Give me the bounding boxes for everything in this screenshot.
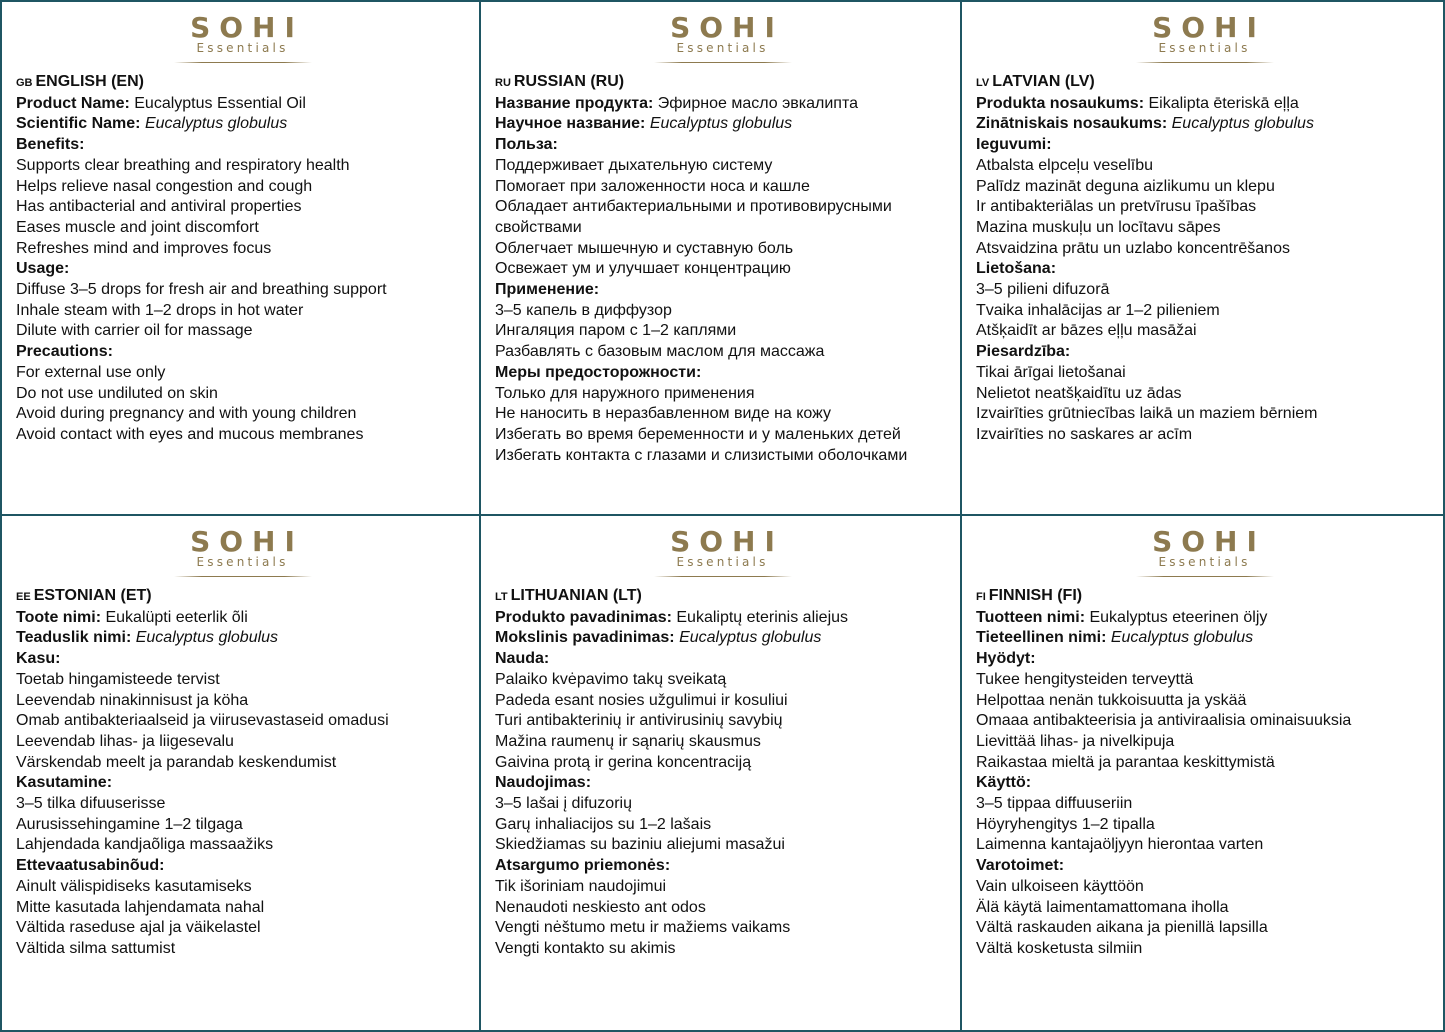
product-name-row [495,608,950,629]
product-name-row [16,94,469,115]
precautions-item: Vain ulkoiseen käyttöön [976,877,1144,895]
brand-logo [1130,2,1280,66]
benefits-item: Värskendab meelt ja parandab keskendumist [16,753,337,771]
language-heading [976,72,1433,94]
language-heading [495,586,950,608]
product-name-row [976,94,1433,115]
usage-list [16,794,469,856]
brand-logo [648,2,798,66]
usage-list [495,794,950,856]
precautions-item: Izvairīties grūtniecības laikā un maziem bērniem [976,405,1318,423]
precautions-item: Vengti nėštumo metu ir mažiems vaikams [495,919,791,937]
brand-logo [168,2,318,66]
product-name-label: Produkto pavadinimas: [495,608,672,626]
brand-subtitle: Essentials [196,41,289,55]
benefits-title: Hyödyt: [976,650,1036,668]
usage-item: Ингаляция паром с 1–2 каплями [495,322,737,340]
usage-title: Usage: [16,260,70,278]
benefits-item: Atbalsta elpceļu veselību [976,156,1153,174]
product-name-value: Eucalyptus Essential Oil [134,94,306,112]
usage-title: Kasutamine: [16,774,113,792]
precautions-list [16,363,469,446]
brand-subtitle: Essentials [676,555,769,569]
benefits-item: Has antibacterial and antiviral properties [16,198,302,216]
benefits-item: Leevendab lihas- ja liigesevalu [16,732,234,750]
product-name-row [495,94,950,115]
benefits-title: Ieguvumi: [976,136,1052,154]
usage-item: Höyryhengitys 1–2 tipalla [976,815,1155,833]
precautions-title: Precautions: [16,343,113,361]
benefits-item: Omaaa antibakteerisia ja antiviraalisia ominaisuuksia [976,712,1352,730]
usage-item: Diffuse 3–5 drops for fresh air and breathing support [16,281,387,299]
scientific-name-label: Научное название: [495,115,646,133]
scientific-name-value: Eucalyptus globulus [679,629,822,647]
usage-item: Laimenna kantajaöljyyn hierontaa varten [976,836,1264,854]
benefits-item: Обладает антибактериальными и противовирусными свойствами [495,198,892,236]
language-panel-ru [481,0,962,516]
scientific-name-value: Eucalyptus globulus [1110,629,1254,647]
logo-underline [654,62,792,63]
benefits-item: Lievittää lihas- ja nivelkipuja [976,732,1175,750]
usage-title: Naudojimas: [495,774,592,792]
precautions-item: Tik išoriniam naudojimui [495,877,667,895]
language-code: EE [16,591,31,603]
benefits-list [495,670,950,774]
precautions-item: Avoid contact with eyes and mucous membranes [16,425,364,443]
brand-subtitle: Essentials [1158,555,1251,569]
benefits-item: Помогает при заложенности носа и кашле [495,177,810,195]
brand-name: SOHI [190,525,304,558]
precautions-item: For external use only [16,363,166,381]
precautions-title: Ettevaatusabinõud: [16,857,165,875]
scientific-name-label: Mokslinis pavadinimas: [495,629,675,647]
usage-item: 3–5 tippaa diffuuseriin [976,795,1133,813]
product-name-value: Эфирное масло эвкалипта [657,94,858,112]
language-name: ENGLISH (EN) [35,73,144,90]
usage-list [976,794,1433,856]
benefits-title: Benefits: [16,136,85,154]
benefits-item: Поддерживает дыхательную систему [495,156,773,174]
scientific-name-label: Tieteellinen nimi: [976,629,1107,647]
precautions-item: Älä käytä laimentamattomana iholla [976,898,1229,916]
brand-subtitle: Essentials [676,41,769,55]
precautions-title: Atsargumo priemonės: [495,857,671,875]
benefits-item: Refreshes mind and improves focus [16,239,272,257]
language-heading [16,72,469,94]
precautions-item: Не наносить в неразбавленном виде на кожу [495,405,832,423]
precautions-item: Do not use undiluted on skin [16,384,218,402]
usage-list [495,301,950,363]
benefits-item: Turi antibakterinių ir antivirusinių savybių [495,712,783,730]
product-name-row [976,608,1433,629]
logo-underline [1136,576,1274,577]
language-panel-gb [0,0,481,516]
scientific-name-value: Eucalyptus globulus [649,115,793,133]
scientific-name-row [16,628,469,649]
benefits-item: Omab antibakteriaalseid ja viirusevastaseid omadusi [16,712,389,730]
precautions-item: Избегать во время беременности и у маленьких детей [495,425,901,443]
usage-item: Lahjendada kandjaõliga massaažiks [16,836,274,854]
brand-logo [168,516,318,580]
usage-list [976,280,1433,342]
scientific-name-label: Teaduslik nimi: [16,629,132,647]
product-name-value: Eukalyptus eteerinen öljy [1089,608,1268,626]
usage-item: Atšķaidīt ar bāzes eļļu masāžai [976,322,1197,340]
benefits-item: Helps relieve nasal congestion and cough [16,177,313,195]
scientific-name-value: Eucalyptus globulus [144,115,288,133]
scientific-name-value: Eucalyptus globulus [135,629,279,647]
benefits-item: Supports clear breathing and respiratory health [16,156,350,174]
product-name-label: Product Name: [16,94,130,112]
benefits-list [16,670,469,774]
precautions-item: Только для наружного применения [495,384,755,402]
benefits-list [976,670,1433,774]
precautions-list [976,363,1433,446]
usage-item: Garų inhaliacijos su 1–2 lašais [495,815,712,833]
benefits-item: Mazina muskuļu un locītavu sāpes [976,218,1221,236]
usage-item: Tvaika inhalācijas ar 1–2 pilieniem [976,301,1220,319]
usage-item: Inhale steam with 1–2 drops in hot water [16,301,304,319]
language-name: ESTONIAN (ET) [33,587,152,604]
usage-item: Skiedžiamas su baziniu aliejumi masažui [495,836,785,854]
language-panel-lv [962,0,1445,516]
product-name-value: Eikalipta ēteriskā eļļa [1148,94,1299,112]
precautions-list [495,384,950,467]
benefits-item: Mažina raumenų ir sąnarių skausmus [495,732,761,750]
scientific-name-row [976,114,1433,135]
benefits-item: Ir antibakteriālas un pretvīrusu īpašības [976,198,1257,216]
benefits-item: Helpottaa nenän tukkoisuutta ja yskää [976,691,1247,709]
benefits-list [976,156,1433,260]
benefits-item: Tukee hengitysteiden terveyttä [976,670,1194,688]
benefits-list [16,156,469,260]
language-heading [976,586,1433,608]
benefits-item: Leevendab ninakinnisust ja köha [16,691,249,709]
product-name-label: Tuotteen nimi: [976,608,1086,626]
product-name-label: Toote nimi: [16,608,102,626]
logo-underline [174,576,312,577]
benefits-item: Atsvaidzina prātu un uzlabo koncentrēšanos [976,239,1290,257]
precautions-item: Ainult välispidiseks kasutamiseks [16,877,252,895]
benefits-item: Palaiko kvėpavimo takų sveikatą [495,670,727,688]
brand-name: SOHI [190,11,304,44]
precautions-item: Avoid during pregnancy and with young children [16,405,357,423]
product-name-value: Eukaliptų eterinis aliejus [676,608,849,626]
precautions-title: Piesardzība: [976,343,1071,361]
usage-item: Aurusissehingamine 1–2 tilgaga [16,815,243,833]
scientific-name-row [976,628,1433,649]
language-heading [495,72,950,94]
usage-item: 3–5 tilka difuuserisse [16,795,166,813]
usage-list [16,280,469,342]
precautions-item: Vältä kosketusta silmiin [976,939,1143,957]
benefits-item: Padeda esant nosies užgulimui ir kosuliui [495,691,788,709]
precautions-item: Vältida silma sattumist [16,939,176,957]
scientific-name-row [495,114,950,135]
precautions-title: Varotoimet: [976,857,1065,875]
precautions-list [495,877,950,960]
language-name: FINNISH (FI) [988,587,1083,604]
logo-underline [654,576,792,577]
usage-title: Lietošana: [976,260,1057,278]
language-panel-lt [481,516,962,1032]
precautions-list [976,877,1433,960]
precautions-item: Vältä raskauden aikana ja pienillä lapsilla [976,919,1268,937]
language-code: FI [976,591,986,603]
precautions-item: Mitte kasutada lahjendamata nahal [16,898,265,916]
scientific-name-row [16,114,469,135]
language-code: LT [495,591,508,603]
brand-name: SOHI [1152,11,1266,44]
usage-item: Dilute with carrier oil for massage [16,322,253,340]
brand-name: SOHI [670,525,784,558]
scientific-name-value: Eucalyptus globulus [1171,115,1314,133]
usage-item: Разбавлять с базовым маслом для массажа [495,343,825,361]
benefits-title: Kasu: [16,650,61,668]
precautions-list [16,877,469,960]
brand-logo [1130,516,1280,580]
precautions-item: Izvairīties no saskares ar acīm [976,425,1193,443]
benefits-item: Toetab hingamisteede tervist [16,670,220,688]
scientific-name-label: Zinātniskais nosaukums: [976,115,1168,133]
benefits-item: Eases muscle and joint discomfort [16,218,259,236]
benefits-title: Польза: [495,136,558,154]
benefits-item: Облегчает мышечную и суставную боль [495,239,794,257]
brand-subtitle: Essentials [196,555,289,569]
language-name: LATVIAN (LV) [992,73,1095,90]
brand-name: SOHI [1152,525,1266,558]
precautions-item: Избегать контакта с глазами и слизистыми оболочками [495,446,908,464]
brand-logo [648,516,798,580]
precautions-item: Vengti kontakto su akimis [495,939,676,957]
usage-item: 3–5 капель в диффузор [495,301,672,319]
language-code: RU [495,77,511,89]
usage-item: 3–5 lašai į difuzorių [495,795,632,813]
language-panel-ee [0,516,481,1032]
language-name: LITHUANIAN (LT) [510,587,642,604]
language-name: RUSSIAN (RU) [513,73,625,90]
precautions-item: Nenaudoti neskiesto ant odos [495,898,706,916]
benefits-item: Gaivina protą ir gerina koncentraciją [495,753,752,771]
language-heading [16,586,469,608]
precautions-item: Nelietot neatšķaidītu uz ādas [976,384,1182,402]
benefits-list [495,156,950,280]
benefits-item: Освежает ум и улучшает концентрацию [495,260,791,278]
precautions-item: Vältida raseduse ajal ja väikelastel [16,919,261,937]
logo-underline [174,62,312,63]
usage-title: Применение: [495,281,600,299]
product-name-value: Eukalüpti eeterlik õli [105,608,248,626]
precautions-title: Меры предосторожности: [495,363,702,381]
benefits-item: Palīdz mazināt deguna aizlikumu un klepu [976,177,1275,195]
benefits-item: Raikastaa mieltä ja parantaa keskittymistä [976,753,1275,771]
brand-subtitle: Essentials [1158,41,1251,55]
brand-name: SOHI [670,11,784,44]
scientific-name-label: Scientific Name: [16,115,141,133]
product-name-row [16,608,469,629]
language-panel-fi [962,516,1445,1032]
scientific-name-row [495,628,950,649]
language-code: GB [16,77,33,89]
precautions-item: Tikai ārīgai lietošanai [976,363,1126,381]
product-name-label: Produkta nosaukums: [976,94,1145,112]
benefits-title: Nauda: [495,650,550,668]
logo-underline [1136,62,1274,63]
usage-title: Käyttö: [976,774,1032,792]
language-code: LV [976,77,990,89]
usage-item: 3–5 pilieni difuzorā [976,281,1110,299]
product-name-label: Название продукта: [495,94,654,112]
